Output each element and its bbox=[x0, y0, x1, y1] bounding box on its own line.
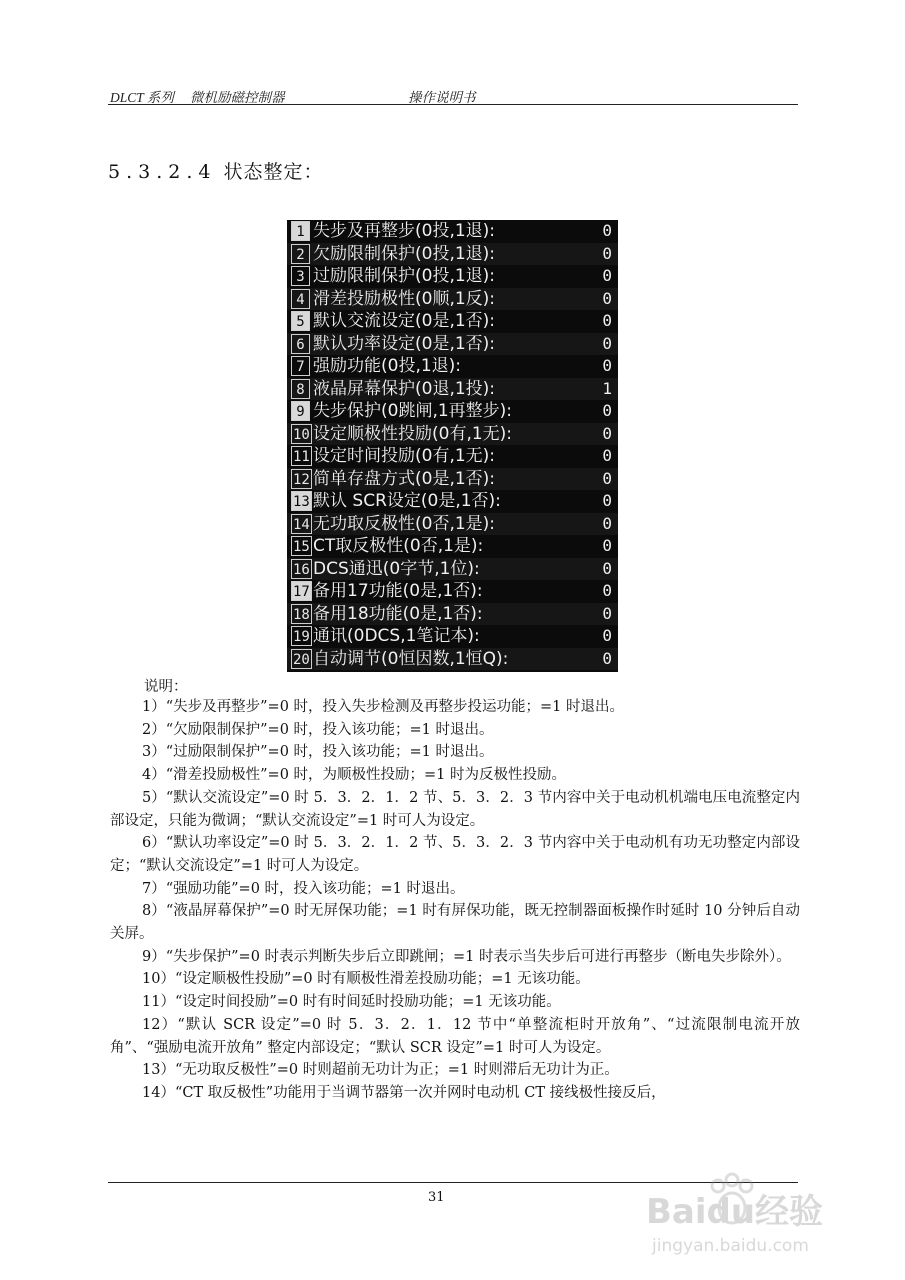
section-title: 状态整定： bbox=[223, 161, 324, 183]
lcd-row-value: 0 bbox=[602, 356, 612, 375]
lcd-row-number: 2 bbox=[291, 244, 310, 264]
lcd-row-label: 设定时间投励(0有,1无): bbox=[313, 446, 496, 466]
lcd-row-value: 1 bbox=[602, 378, 612, 398]
lcd-row-value: 0 bbox=[602, 288, 612, 308]
lcd-row-label: 备用18功能(0是,1否): bbox=[313, 603, 483, 624]
lcd-row bbox=[287, 468, 618, 491]
watermark bbox=[640, 1160, 870, 1270]
lcd-row-label: 默认功率设定(0是,1否): bbox=[313, 333, 496, 354]
lcd-row-label: 设定顺极性投励(0有,1无): bbox=[313, 423, 513, 444]
lcd-row bbox=[287, 580, 618, 603]
lcd-row-label: 默认交流设定(0是,1否): bbox=[313, 311, 496, 331]
lcd-row-number: 6 bbox=[291, 334, 310, 354]
note-item: 13）“无功取反极性”=0 时则超前无功计为正；=1 时则滞后无功计为正。 bbox=[142, 1062, 619, 1079]
lcd-row-label: 失步保护(0跳闸,1再整步): bbox=[313, 401, 513, 421]
note-item: 11）“设定时间投励”=0 时有时间延时投励功能；=1 无该功能。 bbox=[142, 994, 561, 1011]
header-rule bbox=[108, 104, 798, 105]
lcd-row bbox=[287, 423, 618, 446]
lcd-row-label: 滑差投励极性(0顺,1反): bbox=[313, 288, 496, 309]
note-item: 7）“强励功能”=0 时，投入该功能；=1 时退出。 bbox=[142, 880, 465, 897]
lcd-row-value: 0 bbox=[602, 603, 612, 623]
page-number: 31 bbox=[428, 1190, 445, 1205]
lcd-row-number: 4 bbox=[291, 289, 310, 309]
lcd-row-value: 0 bbox=[602, 491, 612, 510]
lcd-row-number: 9 bbox=[291, 401, 310, 421]
lcd-row bbox=[287, 490, 618, 513]
lcd-row-label: 失步及再整步(0投,1退): bbox=[313, 221, 496, 241]
watermark-url: jingyan.baidu.com bbox=[652, 1236, 809, 1256]
lcd-row-value: 0 bbox=[602, 243, 612, 263]
note-item: 3）“过励限制保护”=0 时，投入该功能；=1 时退出。 bbox=[142, 744, 494, 761]
note-item: 10）“设定顺极性投励”=0 时有顺极性滑差投励功能；=1 无该功能。 bbox=[142, 971, 590, 988]
lcd-row-value: 0 bbox=[602, 333, 612, 353]
lcd-row-value: 0 bbox=[602, 626, 612, 645]
lcd-row-label: 自动调节(0恒因数,1恒Q): bbox=[313, 648, 509, 669]
lcd-row-number: 13 bbox=[291, 491, 312, 511]
lcd-row-number: 18 bbox=[291, 604, 312, 624]
lcd-row-value: 0 bbox=[602, 401, 612, 420]
lcd-row-label: 备用17功能(0是,1否): bbox=[313, 581, 483, 601]
section-number: 5.3.2.4 bbox=[108, 161, 217, 183]
lcd-row-number: 1 bbox=[291, 221, 310, 241]
note-item: 14）“CT 取反极性”功能用于当调节器第一次并网时电动机 CT 接线极性接反后， bbox=[142, 1084, 666, 1101]
lcd-row-label: 液晶屏幕保护(0退,1投): bbox=[313, 378, 496, 399]
lcd-row-value: 0 bbox=[602, 311, 612, 330]
notes-list bbox=[110, 696, 800, 1105]
lcd-row-number: 17 bbox=[291, 581, 312, 601]
header-manual-title: 操作说明书 bbox=[408, 90, 476, 105]
lcd-row bbox=[287, 625, 618, 648]
lcd-row-number: 8 bbox=[291, 379, 310, 399]
section-heading bbox=[108, 157, 324, 184]
note-item: 2）“欠励限制保护”=0 时，投入该功能；=1 时退出。 bbox=[142, 721, 494, 738]
notes-title: 说明： bbox=[144, 679, 188, 695]
watermark-brand: Baidu经验 bbox=[646, 1192, 824, 1232]
header-product: 微机励磁控制器 bbox=[190, 90, 285, 105]
note-item: 9）“失步保护”=0 时表示判断失步后立即跳闸；=1 时表示当失步后可进行再整步（断电失步除外）。 bbox=[142, 948, 791, 965]
lcd-row-number: 7 bbox=[291, 356, 310, 376]
lcd-row bbox=[287, 333, 618, 356]
lcd-row-value: 0 bbox=[602, 558, 612, 578]
lcd-row-label: CT取反极性(0否,1是): bbox=[313, 536, 484, 556]
header-series: DLCT 系列 bbox=[110, 90, 174, 105]
note-item: 8）“液晶屏幕保护”=0 时无屏保功能；=1 时有屏保功能，既无控制器面板操作时延时 10 分钟后自动关屏。 bbox=[110, 903, 800, 943]
lcd-row-number: 14 bbox=[291, 514, 312, 534]
note-item: 5）“默认交流设定”=0 时 5．3．2．1．2 节、5．3．2．3 节内容中关于电动机机端电压电流整定内部设定，只能为微调；“默认交流设定”=1 时可人为设定。 bbox=[110, 789, 800, 829]
note-item: 1）“失步及再整步”=0 时，投入失步检测及再整步投运功能；=1 时退出。 bbox=[142, 699, 625, 715]
lcd-row-number: 20 bbox=[291, 649, 312, 669]
lcd-row-number: 15 bbox=[291, 536, 312, 556]
lcd-row-number: 11 bbox=[291, 446, 312, 466]
lcd-row bbox=[287, 400, 618, 423]
lcd-row-value: 0 bbox=[602, 581, 612, 600]
lcd-row bbox=[287, 513, 618, 536]
lcd-row-value: 0 bbox=[602, 266, 612, 285]
note-item: 12）“默认 SCR 设定”=0 时 5．3．2．1．12 节中“单整流柜时开放角”、“过流限制电流开放角”、“强励电流开放角” 整定内部设定；“默认 SCR 设定”=1 时可人为设定。 bbox=[110, 1016, 800, 1056]
lcd-row-value: 0 bbox=[602, 446, 612, 465]
lcd-row-label: 简单存盘方式(0是,1否): bbox=[313, 468, 496, 489]
lcd-row-label: 欠励限制保护(0投,1退): bbox=[313, 243, 496, 264]
lcd-row-number: 3 bbox=[291, 266, 310, 286]
lcd-row-value: 0 bbox=[602, 423, 612, 443]
lcd-row-label: DCS通迅(0字节,1位): bbox=[313, 558, 480, 579]
lcd-row-number: 5 bbox=[291, 311, 310, 331]
lcd-row-label: 无功取反极性(0否,1是): bbox=[313, 513, 496, 534]
lcd-row bbox=[287, 220, 618, 243]
lcd-row-label: 通讯(0DCS,1笔记本): bbox=[313, 626, 480, 646]
lcd-row bbox=[287, 288, 618, 311]
lcd-row-value: 0 bbox=[602, 468, 612, 488]
lcd-row bbox=[287, 558, 618, 581]
lcd-row bbox=[287, 310, 618, 333]
note-item: 6）“默认功率设定”=0 时 5．3．2．1．2 节、5．3．2．3 节内容中关于电动机有功无功整定内部设定；“默认交流设定”=1 时可人为设定。 bbox=[110, 835, 800, 874]
lcd-row bbox=[287, 445, 618, 468]
lcd-row bbox=[287, 243, 618, 266]
lcd-row bbox=[287, 535, 618, 558]
lcd-row-value: 0 bbox=[602, 536, 612, 555]
page-header bbox=[110, 86, 798, 106]
lcd-row-number: 19 bbox=[291, 626, 312, 646]
lcd-row bbox=[287, 648, 618, 671]
lcd-row-number: 12 bbox=[291, 469, 312, 489]
lcd-row-value: 0 bbox=[602, 648, 612, 668]
lcd-row bbox=[287, 355, 618, 378]
lcd-row-label: 过励限制保护(0投,1退): bbox=[313, 266, 496, 286]
lcd-row-number: 16 bbox=[291, 559, 312, 579]
lcd-row bbox=[287, 378, 618, 401]
lcd-row-value: 0 bbox=[602, 221, 612, 240]
note-item: 4）“滑差投励极性”=0 时，为顺极性投励；=1 时为反极性投励。 bbox=[142, 767, 567, 784]
lcd-row-label: 默认 SCR设定(0是,1否): bbox=[313, 491, 501, 511]
lcd-row-value: 0 bbox=[602, 513, 612, 533]
lcd-status-screen bbox=[287, 220, 618, 672]
lcd-row-number: 10 bbox=[291, 424, 312, 444]
lcd-row-label: 强励功能(0投,1退): bbox=[313, 356, 462, 376]
lcd-row bbox=[287, 603, 618, 626]
lcd-row bbox=[287, 265, 618, 288]
